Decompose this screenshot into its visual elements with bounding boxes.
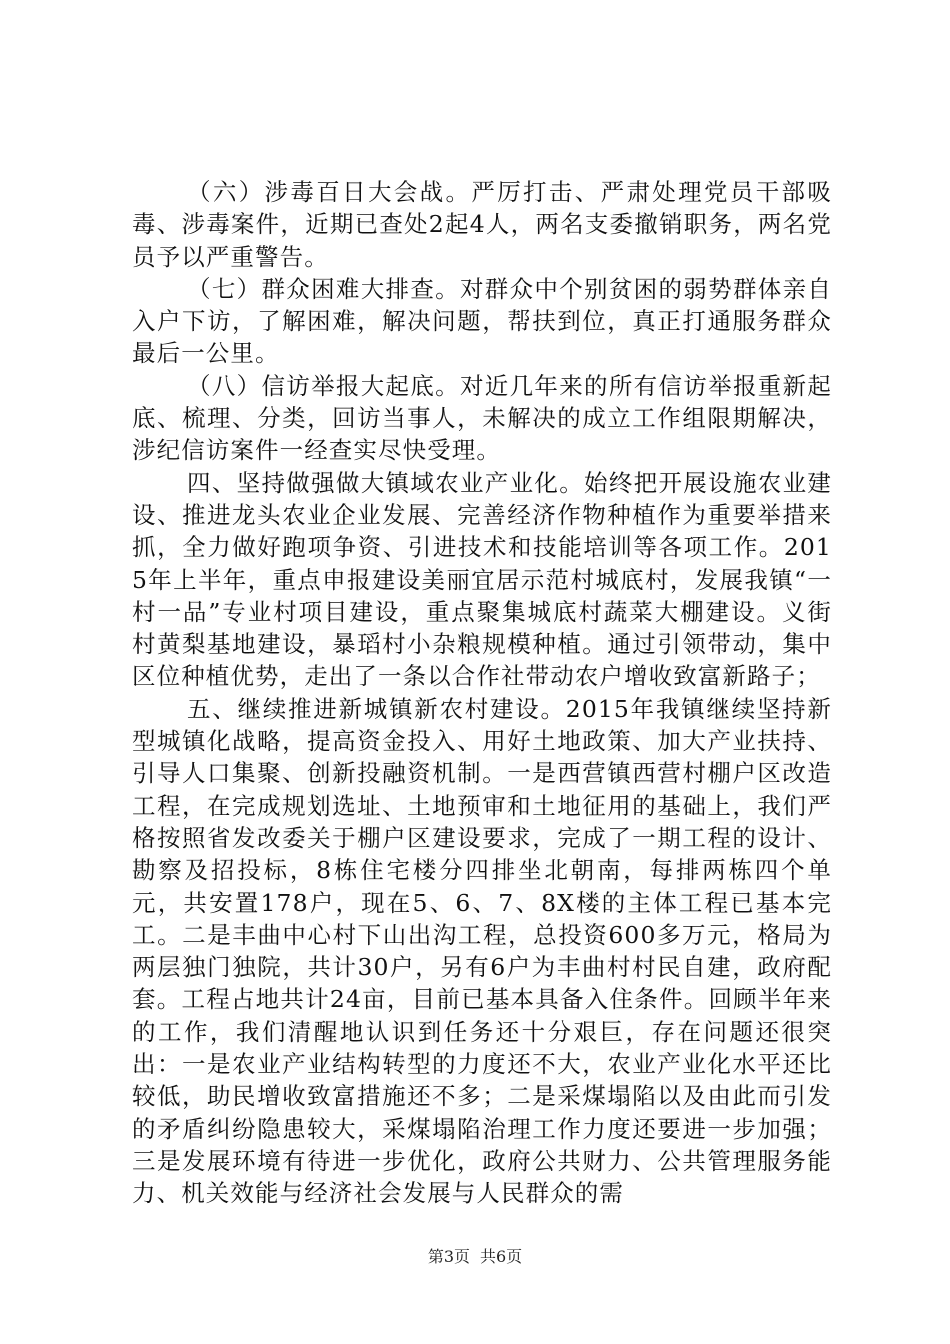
paragraph-six-drug-campaign: （六）涉毒百日大会战。严厉打击、严肃处理党员干部吸毒、涉毒案件，近期已查处2起4人，两名支委撤销职务，两名党员予以严重警告。 (132, 178, 832, 271)
page-total: 共6页 (480, 1247, 523, 1266)
paragraph-five-urbanization: 五、继续推进新城镇新农村建设。2015年我镇继续坚持新型城镇化战略，提高资金投入、用好土地政策、加大产业扶持、引导人口集聚、创新投融资机制。一是西营镇西营村棚户区改造工程，在完成规划选址、土地预审和土地征用的基础上，我们严格按照省发改委关于棚户区建设要求，完成了一期工程的设计、勘察及招投标，8栋住宅楼分四排坐北朝南，每排两栋四个单元，共安置178户，现在5、6、7、8X楼的主体工程已基本完工。二是丰曲中心村下山出沟工程，总投资600多万元，格局为两层独门独院，共计30户，另有6户为丰曲村村民自建，政府配套。工程占地共计24亩，目前已基本具备入住条件。回顾半年来的工作，我们清醒地认识到任务还十分艰巨，存在问题还很突出：一是农业产业结构转型的力度还不大，农业产业化水平还比较低，助民增收致富措施还不多；二是采煤塌陷以及由此而引发的矛盾纠纷隐患较大，采煤塌陷治理工作力度还要进一步加强；三是发展环境有待进一步优化，政府公共财力、公共管理服务能力、机关效能与经济社会发展与人民群众的需 (132, 694, 832, 1208)
paragraph-eight-petition-review: （八）信访举报大起底。对近几年来的所有信访举报重新起底、梳理、分类，回访当事人，未解决的成立工作组限期解决，涉纪信访案件一经查实尽快受理。 (132, 371, 832, 465)
paragraph-four-agriculture: 四、坚持做强做大镇域农业产业化。始终把开展设施农业建设、推进龙头农业企业发展、完善经济作物种植作为重要举措来抓，全力做好跑项争资、引进技术和技能培训等各项工作。2015年上半年，重点申报建设美丽宜居示范村城底村，发展我镇“一村一品”专业村项目建设，重点聚集城底村蔬菜大棚建设。义街村黄梨基地建设，暴瑫村小杂粮规模种植。通过引领带动，集中区位种植优势，走出了一条以合作社带动农户增收致富新路子； (132, 468, 832, 691)
page-number: 第3页 (427, 1247, 470, 1266)
paragraph-seven-hardship-survey: （七）群众困难大排查。对群众中个别贫困的弱势群体亲自入户下访，了解困难，解决问题，帮扶到位，真正打通服务群众最后一公里。 (132, 274, 832, 368)
document-body (132, 176, 832, 1210)
page-footer (0, 1246, 950, 1268)
